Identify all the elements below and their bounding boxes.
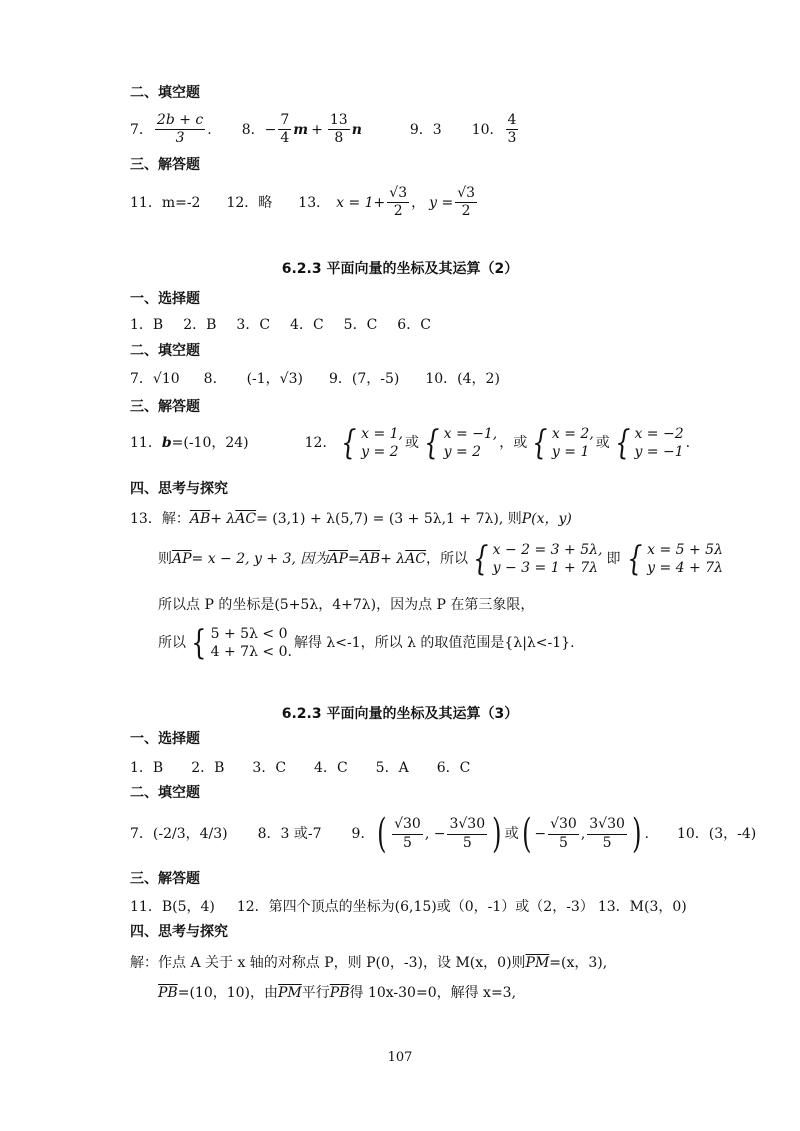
- q13-label: 13．: [298, 194, 331, 211]
- section-title-2: 6.2.3 平面向量的坐标及其运算（2）: [281, 261, 519, 277]
- heading-choice: 一、选择题: [130, 291, 200, 307]
- answer-line-7-10: 7．(-2/3，4/3) 8．3 或-7 9． ( $\frac{√30}{5}$ , − $\frac{3√30}{5}$ ) 或 ( − $\frac{√30}{5}$ , $\frac{3√30}{5}$ ) . 10．(3，-4): [130, 811, 757, 857]
- solution-line-2: 则 $\overline{AP}$ = x − 2, y + 3, 因为 $\overline{AP}$ = $\overline{AB}$ + λ $\overline{AC}$ ，所以 { x − 2 = 3 + 5λ, y − 3 = 1 + 7λ 即 { x = 5 + 5λ y = 4 + 7λ: [158, 539, 723, 579]
- section-title-3: 6.2.3 平面向量的坐标及其运算（3）: [281, 706, 519, 722]
- q12-answer: 12．略: [226, 194, 273, 211]
- vector-pb: $\overline{PB}$: [158, 985, 178, 1001]
- heading-choice: 一、选择题: [130, 731, 200, 747]
- vector-pm: $\overline{PM}$: [278, 985, 302, 1001]
- system-e: { x − 2 = 3 + 5λ, y − 3 = 1 + 7λ: [473, 539, 603, 579]
- page-number: 107: [387, 1050, 413, 1065]
- choice-answers: 1．B 2．B 3．C 4．C 5．C 6．C: [130, 317, 431, 333]
- vector-ac: $\overline{AC}$: [405, 551, 426, 567]
- choice-answers: 1．B 2．B 3．C 4．C 5．A 6．C: [130, 760, 471, 776]
- vector-pb: $\overline{PB}$: [329, 985, 350, 1001]
- system-f: { x = 5 + 5λ y = 4 + 7λ: [627, 539, 723, 579]
- vector-ap: $\overline{AP}$: [172, 551, 192, 567]
- fraction-7: $\frac{2b + c}{3}$: [156, 112, 204, 147]
- q7-label: 7．: [130, 121, 153, 138]
- vector-ab: $\overline{AB}$: [189, 511, 211, 527]
- solution-line-1: 解：作点 A 关于 x 轴的对称点 P，则 P(0，-3)，设 M(x，0)则 $\overline{PM}$ =(x，3),: [130, 955, 608, 971]
- q10-label: 10．: [471, 121, 504, 138]
- answer-line-11-12: 11． b =(-10，24) 12． { x = 1, y = 2 或 { x = −1, y = 2 ，或 { x = 2, y = 1 或 { x = −2 y = −1 .: [130, 423, 691, 463]
- system-d: { x = −2 y = −1: [615, 423, 684, 463]
- solution-line-4: 所以 { 5 + 5λ < 0 4 + 7λ < 0. 解得 λ<-1，所以 λ 的取值范围是{λ|λ<-1}.: [158, 623, 575, 663]
- heading-think: 四、思考与探究: [130, 924, 228, 940]
- solution-line-1: 13．解： $\overline{AB}$ + λ $\overline{AC}$ = (3,1) + λ(5,7) = (3 + 5λ,1 + 7λ), 则 P(x，y): [130, 511, 572, 527]
- vector-ap: $\overline{AP}$: [328, 551, 348, 567]
- heading-solve: 三、解答题: [130, 157, 200, 173]
- system-c: { x = 2, y = 1: [532, 423, 594, 463]
- fraction-10: $\frac{4}{3}$: [507, 112, 517, 147]
- solution-line-2: $\overline{PB}$ =(10，10)，由 $\overline{PM}$ 平行 $\overline{PB}$ 得 10x-30=0，解得 x=3,: [158, 985, 517, 1001]
- system-a: { x = 1, y = 2: [341, 423, 403, 463]
- vector-pm: $\overline{PM}$: [525, 955, 550, 971]
- answer-line-7-10: 7．√10 8． (-1，√3) 9．(7，-5) 10．(4，2): [130, 371, 500, 387]
- system-g: { 5 + 5λ < 0 4 + 7λ < 0.: [191, 623, 292, 663]
- q9-answer: 9．3: [409, 121, 442, 138]
- heading-think: 四、思考与探究: [130, 481, 228, 497]
- q8-label: 8．: [241, 121, 265, 138]
- fraction-13a: $\frac{√3}{2}$: [389, 185, 408, 220]
- vector-ac: $\overline{AC}$: [235, 511, 257, 527]
- heading-fill-blank: 二、填空题: [130, 343, 200, 359]
- system-b: { x = −1, y = 2: [424, 423, 498, 463]
- coordinate-pair-1: ( $\frac{√30}{5}$ , − $\frac{3√30}{5}$ ): [377, 811, 502, 857]
- heading-solve: 三、解答题: [130, 399, 200, 415]
- heading-solve: 三、解答题: [130, 871, 200, 887]
- answer-line-11-13: 11．B(5，4) 12．第四个顶点的坐标为(6,15)或（0，-1）或（2，-3） 13．M(3，0): [130, 899, 687, 915]
- fraction-13b: $\frac{√3}{2}$: [457, 185, 476, 220]
- vector-ab: $\overline{AB}$: [359, 551, 381, 567]
- answer-line-11-13: 11．m=-2 12．略 13． x = 1+ $\frac{√3}{2}$ ， y = $\frac{√3}{2}$: [130, 185, 476, 220]
- fraction-8a: $\frac{7}{4}$: [280, 112, 290, 147]
- heading-fill-blank: 二、填空题: [130, 785, 200, 801]
- coordinate-pair-2: ( − $\frac{√30}{5}$ , $\frac{3√30}{5}$ ): [521, 811, 642, 857]
- q11-answer: 11．m=-2: [130, 194, 201, 211]
- heading-fill-blank: 二、填空题: [130, 85, 200, 101]
- fraction-8b: $\frac{13}{8}$: [329, 112, 348, 147]
- solution-line-3: 所以点 P 的坐标是(5+5λ，4+7λ)，因为点 P 在第三象限，: [158, 597, 535, 613]
- answer-line-7-10: 7． $\frac{2b + c}{3}$ . 8． − $\frac{7}{4}$ m + $\frac{13}{8}$ n 9．3 10． $\frac{4}{3}$: [130, 112, 517, 147]
